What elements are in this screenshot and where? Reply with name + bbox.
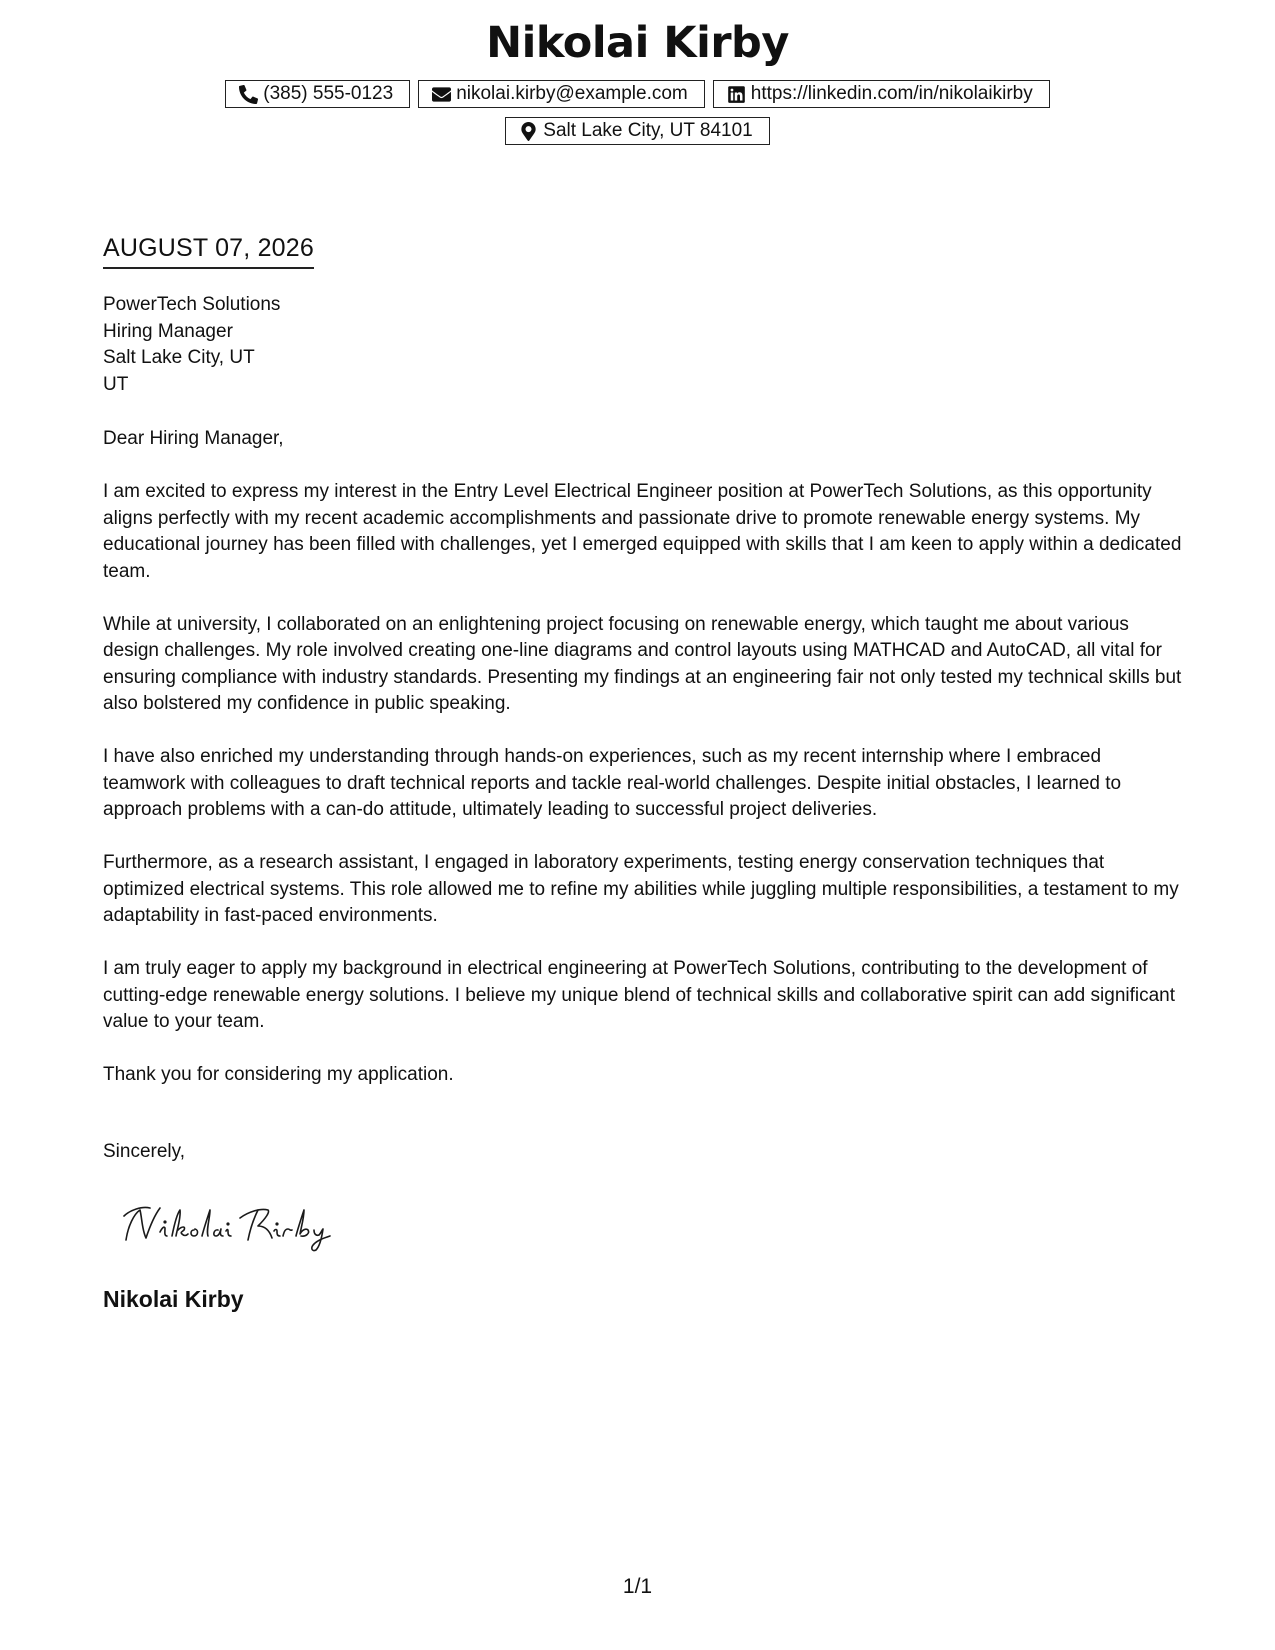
recipient-state: UT <box>103 373 129 395</box>
body-paragraph: I have also enriched my understanding through hands-on experiences, such as my recent internship where I embraced teamwork with colleagues to draft technical reports and tackle real-world challenges. Despite initial obstacles, I learned to approach problems with a can-do attitude, ultimately leading to successful project deliveries. <box>103 746 1122 820</box>
letter-date: AUGUST 07, 2026 <box>103 234 314 269</box>
envelope-icon <box>432 84 452 104</box>
applicant-name: Nikolai Kirby <box>486 18 789 68</box>
closing: Sincerely, <box>103 1141 186 1162</box>
recipient-address <box>103 292 280 398</box>
body-paragraph: Furthermore, as a research assistant, I engaged in laboratory experiments, testing energy conservation techniques that optimized electrical systems. This role allowed me to refine my abilities while juggling multiple responsibilities, a testament to my adaptability in fast-paced environments. <box>103 852 1179 926</box>
recipient-company: PowerTech Solutions <box>103 294 281 315</box>
location-chip[interactable] <box>505 117 769 145</box>
contact-row-location <box>0 117 1275 145</box>
signer-name: Nikolai Kirby <box>103 1286 244 1312</box>
contact-row <box>0 80 1275 108</box>
handwritten-signature <box>120 1196 350 1256</box>
page-number: 1/1 <box>622 1575 653 1598</box>
map-marker-icon <box>519 121 539 141</box>
linkedin-chip[interactable] <box>713 80 1050 108</box>
phone-text: (385) 555-0123 <box>263 83 394 104</box>
recipient-title: Hiring Manager <box>103 320 233 342</box>
location-text: Salt Lake City, UT 84101 <box>543 120 753 141</box>
body-paragraph: While at university, I collaborated on an enlightening project focusing on renewable energy, which taught me about various design challenges. My role involved creating one-line diagrams and control layouts using MATHCAD and AutoCAD, all vital for ensuring compliance with industry standards. Presenting my findings at an engineering fair not only tested my technical skills but also bolstered my confidence in public speaking. <box>103 613 1182 714</box>
body-paragraph: I am truly eager to apply my background in electrical engineering at PowerTech Solutions, contributing to the development of cutting-edge renewable energy solutions. I believe my unique blend of technical skills and collaborative spirit can add significant value to your team. <box>103 958 1176 1032</box>
salutation: Dear Hiring Manager, <box>103 428 284 449</box>
body-paragraph: I am excited to express my interest in the Entry Level Electrical Engineer position at PowerTech Solutions, as this opportunity aligns perfectly with my recent academic accomplishments and passionate drive to promote renewable energy systems. My educational journey has been filled with challenges, yet I emerged equipped with skills that I am keen to apply within a dedicated team. <box>103 481 1182 582</box>
letter-body <box>103 426 1183 1115</box>
linkedin-icon <box>727 84 747 104</box>
recipient-city: Salt Lake City, UT <box>103 347 255 368</box>
phone-chip[interactable] <box>225 80 410 108</box>
linkedin-text: https://linkedin.com/in/nikolaikirby <box>750 83 1033 104</box>
email-chip[interactable] <box>418 80 705 108</box>
body-paragraph: Thank you for considering my application. <box>103 1064 454 1085</box>
phone-icon <box>239 84 259 104</box>
email-text: nikolai.kirby@example.com <box>456 83 688 104</box>
